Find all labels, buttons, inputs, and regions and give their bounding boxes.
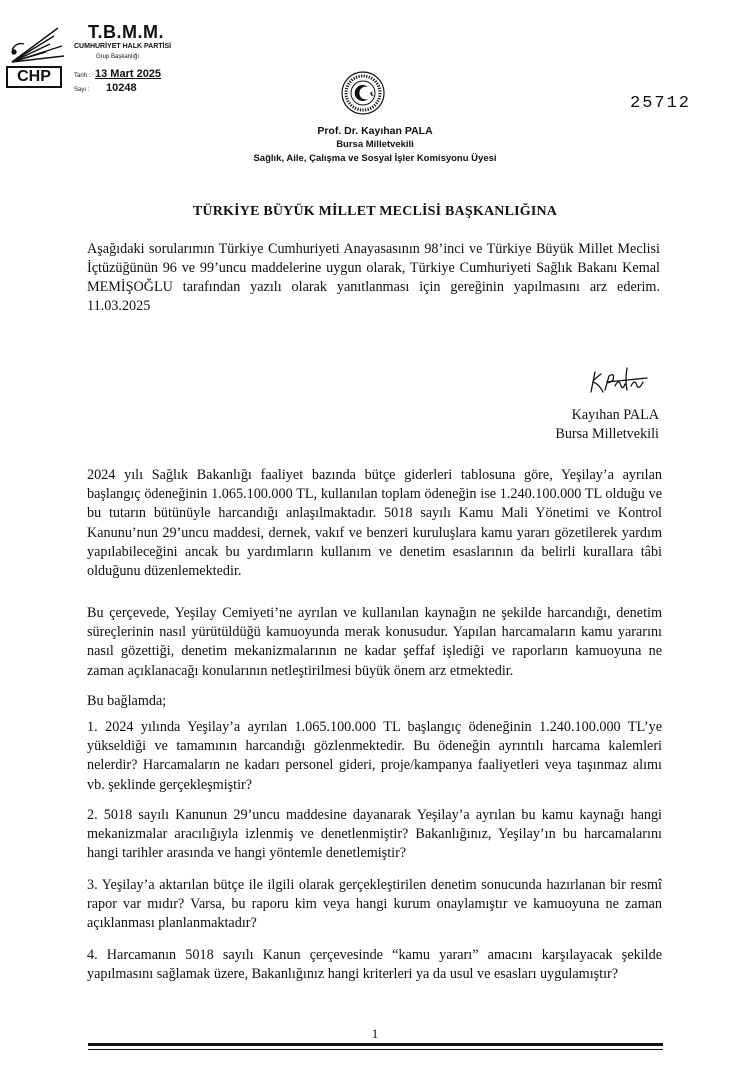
paragraph-context: Bu çerçevede, Yeşilay Cemiyeti’ne ayrılan ve kullanılan kaynağın ne şekilde harcandığı, denetim süreçlerinin nasıl yürütüldüğü kamuoyunda merak konusudur. Yapılan harcamaların kamu yararını nasıl gözettiği, denetim mekanizmalarının ne kadar şeffaf işlediği ve raporların kamuoyuna ne zaman açıklanacağı konularının netleştirilmesi büyük önem arz etmektedir. (87, 605, 662, 679)
chp-logo (6, 22, 68, 90)
document-number: 25712 (630, 94, 692, 113)
document-title: TÜRKİYE BÜYÜK MİLLET MECLİSİ BAŞKANLIĞINA (192, 204, 558, 219)
stamp-group: Grup Başkanlığı (96, 54, 140, 60)
stamp-date-value: 13 Mart 2025 (95, 68, 162, 80)
sender-block (0, 124, 750, 166)
tbmm-seal-icon (340, 70, 386, 116)
stamp-party: CUMHURİYET HALK PARTİSİ (74, 43, 172, 50)
stamp-number-value: 10248 (106, 82, 137, 94)
signature-name: Kayıhan PALA (571, 407, 659, 423)
stamp-tbmm: T.B.M.M. (88, 22, 164, 42)
question-2: 2. 5018 sayılı Kanunun 29’uncu maddesine dayanarak Yeşilay’a ayrılan bu kamu kaynağı hangi mekanizmalar aracılığıyla izlenmiş ve denetlenmiştir? Bakanlığınız, Yeşilay’ın bu harcamalarını hangi tarihler arasında ve hangi yöntemle denetlemiştir? (87, 807, 662, 862)
footer-rule-thin (88, 1049, 663, 1050)
intro-paragraph: Aşağıdaki sorularımın Türkiye Cumhuriyeti Anayasasının 98’inci ve Türkiye Büyük Millet Meclisi İçtüzüğünün 96 ve 99’uncu maddelerine uygun olarak, Türkiye Cumhuriyeti Sağlık Bakanı Kemal MEMİŞOĞLU tarafından yazılı olarak yanıtlanması için gereğinin yapılmasını arz ederim. 11.03.2025 (87, 241, 660, 314)
sender-name: Prof. Dr. Kayıhan PALA (317, 125, 433, 137)
handwritten-signature (587, 364, 653, 398)
page-number: 1 (371, 1026, 379, 1041)
question-3: 3. Yeşilay’a aktarılan bütçe ile ilgili olarak gerçekleştirilen denetim sonucunda hazırlanan bir resmî rapor var mıdır? Varsa, bu raporu kim veya hangi kurum onaylamıştır ve kamuoyuna ne zaman açıklanması planlanmaktadır? (87, 877, 662, 932)
question-1: 1. 2024 yılında Yeşilay’a ayrılan 1.065.100.000 TL başlangıç ödeneğinin 1.240.100.000 TL’ye yükseldiği ve tamamının harcandığı gözlenmektedir. Bu ödeneğin ayrıntılı harcama kalemleri nelerdir? Harcamaların ne kadarı personel gideri, proje/kampanya faaliyetleri veya taşınmaz alımı vb. şeklinde gerçekleşmiştir? (87, 719, 662, 793)
sender-title: Bursa Milletvekili (336, 139, 414, 150)
paragraph-background: 2024 yılı Sağlık Bakanlığı faaliyet bazında bütçe giderleri tablosuna göre, Yeşilay’a ayrılan başlangıç ödeneğinin 1.065.100.000 TL, kullanılan toplam ödeneğin ise 1.240.100.000 TL olduğu ve bu tutarın bütünüyle harcandığı anlaşılmaktadır. 5018 sayılı Kamu Mali Yönetimi ve Kontrol Kanunu’nun 29’uncu maddesi, dernek, vakıf ve benzeri kuruluşlara kamu yararı gözetilerek yardım yapılabileceğini ancak bu yardımların kullanım ve denetim esaslarının da belirli kurallara tâbi olduğunu düzenlemektedir. (87, 467, 662, 580)
chp-arrows-icon (6, 22, 68, 66)
chp-logo-text: CHP (6, 66, 62, 88)
stamp-date-label: Tarih : (74, 73, 91, 79)
footer-rule (88, 1043, 663, 1046)
question-4: 4. Harcamanın 5018 sayılı Kanun çerçevesinde “kamu yararı” amacını karşılayacak şekilde yapılmasını sağlamak üzere, Bakanlığınız hangi kriterleri ya da usul ve esasları uygulamıştır? (87, 947, 662, 983)
sender-committee: Sağlık, Aile, Çalışma ve Sosyal İşler Komisyonu Üyesi (253, 153, 497, 164)
stamp-number-label: Sayı : (74, 87, 90, 93)
signature-title: Bursa Milletvekili (555, 426, 659, 442)
paragraph-lead: Bu bağlamda; (87, 693, 167, 709)
